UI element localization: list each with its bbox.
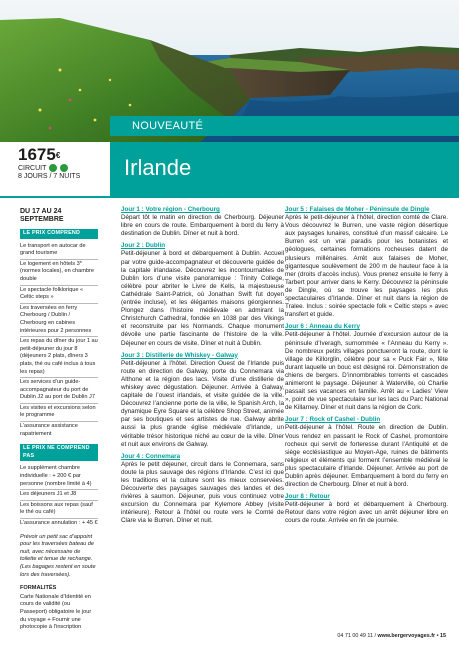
list-item: Les boissons aux repas (sauf le thé ou café) — [20, 501, 98, 519]
trip-dates: DU 17 AU 24 SEPTEMBRE — [20, 208, 64, 223]
list-item: Les déjeuners J1 et J8 — [20, 490, 98, 501]
day-section — [121, 206, 284, 238]
page-title: Irlande — [124, 155, 192, 180]
list-item: Les traversées en ferry Cherbourg / Dublin / Cherbourg en cabines intérieures pour 2 personnes — [20, 304, 98, 337]
day-text: Après le petit déjeuner, circuit dans le Connemara, sans doute la plus sauvage des régions d’Irlande. C’est ici que les traditions et la culture sont les mieux conservées. Découverte des paysages sauvages des landes et des rivières à saumon. Déjeuner, puis vous continuez votre excursion du Connemara par Kylemore Abbey (visite intérieure). Retour à l’hôtel ou route vers le Comté de Clare via le Burren. Dîner et nuit. — [121, 460, 284, 525]
difficulty-dot-icon — [49, 164, 57, 172]
price-currency: € — [55, 151, 61, 160]
formalities-heading: FORMALITÉS — [20, 585, 57, 592]
title-band — [110, 142, 459, 198]
day-text: Petit-déjeuner à bord et débarquement à Cherbourg. Retour dans votre région avec un arrêt déjeuner libre en cours de route. Arrivée en fin de journée. — [285, 501, 448, 525]
day-text: Après le petit-déjeuner à l’hôtel, direction comté de Clare. Vous découvrez le Burren, une vaste région désertique aux paysages lunaires, constitué d’un massif calcaire. Le Burren est un vrai paradis pour les botanistes et géologues, certaines formations rocheuses datent de plusieurs millénaires. Arrêt aux falaises de Moher, gigantesque soulèvement de 200 m de hauteur face à la mer (droits d’accès inclus). Vous prenez ensuite le ferry à Tarbert pour arriver dans le Kerry. Découvrez la péninsule de Dingle, où se trouve les paysages les plus spectaculaires d’Irlande. Dîner et nuit dans la région de Tralee. Inclus : soirée spectacle folk « Celtic steps » avec transfert et guide. — [285, 214, 448, 319]
list-item: Le transport en autocar de grand tourisme — [20, 242, 98, 260]
day-text: Petit-déjeuner à l’hôtel. Journée d’excursion autour de la péninsule d’Iveragh, surnommée « l’Anneau du Kerry ». De nombreux petits villages ponctueront la route, dont le village de Killorglin, célèbre pour sa « Puck Fair », fête durant laquelle un bouc est désigné roi. Démonstration de chiens de bergers. D’innombrables torrents et cascades animeront le paysage. Déjeuner à Waterville, où Charlie passait ses vacances en famille. Arrêt au « Ladies’ View », point de vue spectaculaire sur les lacs du Parc National de Killarney. Dîner et nuit dans la région de Cork. — [285, 331, 448, 412]
new-badge — [110, 116, 459, 136]
new-badge-label: NOUVEAUTÉ — [132, 120, 204, 132]
price — [18, 146, 108, 163]
day-title: Jour 1 : Votre région - Cherbourg — [121, 206, 220, 213]
excluded-list — [20, 464, 98, 528]
day-title: Jour 6 : Anneau du Kerry — [285, 323, 360, 331]
day-section — [121, 352, 284, 449]
day-text: Petit-déjeuner à l’hôtel. Route en direction de Dublin. Vous rendez en passant le Rock of Cashel, promontoire rocheux qui servit de forteresse durant l’Antiquité et de siège ecclésiastique au Moyen-Age, ruines de bâtiments religieux et éléments qui forment l’ensemble médiéval le plus spectaculaire d’Irlande. Déjeuner. Arrivée au port de Dublin après déjeuner. Embarquement à bord du ferry en direction de Cherbourg. Dîner et nuit à bord. — [285, 424, 448, 489]
list-item: L’assurance assistance rapatriement — [20, 423, 78, 437]
included-list — [20, 242, 98, 440]
day-text: Petit-déjeuner à l’hôtel. Direction Ouest de l’Irlande puis route en direction de Galway, porte du Connemara via Althone et la région des lacs. Visite d’une distillerie de whiskey avec dégustation. Déjeuner. Arrivée à Galway, capitale de l’ouest irlandais, et visite guidée de la ville. Découvrez l’ancienne porte de la ville, le Spanish Arch, la dynamique Eyre Square et la célèbre Shop Street, animée par ses boutiques et ses artistes de rue. Galway abrite aussi la plus grande église médiévale d’Irlande, un véritable trésor historique niché au cœur de la ville. Dîner et nuit aux environs de Galway. — [121, 359, 284, 448]
list-item: Le logement en hôtels 3* (normes locales), en chambre double — [20, 260, 98, 286]
included-heading: LE PRIX COMPREND — [20, 229, 98, 239]
list-item: Les services d’un guide-accompagnateur du port de Dublin J2 au port de Dublin J7 — [20, 378, 98, 404]
formalities-text: Carte Nationale d’Identité en cours de validité (ou Passeport) obligatoire le jour du voyage + Fournir une photocopie à l’inscription — [20, 593, 92, 631]
day-section — [285, 323, 448, 412]
footer-phone: 04 71 00 49 11 — [337, 633, 373, 639]
day-title: Jour 2 : Dublin — [121, 242, 166, 250]
trip-type: CIRCUIT — [18, 164, 47, 172]
list-item: Le spectacle folklorique « Celtic steps » — [20, 286, 98, 304]
trip-type-row — [18, 164, 108, 172]
price-block — [18, 146, 108, 180]
sidebar — [20, 208, 98, 632]
page-footer — [337, 633, 446, 639]
divider — [0, 196, 110, 198]
day-section — [121, 242, 284, 347]
day-section — [285, 416, 448, 489]
difficulty-dot-icon — [60, 164, 68, 172]
list-item: Les visites et excursions selon le programme — [20, 404, 98, 422]
list-item: Les repas du dîner du jour 1 au petit-déjeuner du jour 8 (déjeuners 2 plats, dîners 3 plats, thé ou café inclus à tous les repas) — [20, 337, 98, 378]
day-title: Jour 5 : Falaises de Moher - Péninsule de Dingle — [285, 206, 430, 213]
day-section — [285, 206, 448, 319]
footer-separator: / — [374, 633, 376, 639]
day-title: Jour 4 : Connemara — [121, 452, 181, 460]
day-title: Jour 3 : Distillerie de Whiskey - Galway — [121, 351, 238, 359]
luggage-note: Prévoir un petit sac d’appoint pour les traversées bateau de nuit, avec nécessaire de toilette et tenue de rechange. (Les bagages restent en soute lors des traversées). — [20, 533, 96, 578]
itinerary-column-2 — [285, 206, 448, 530]
day-title: Jour 7 : Rock of Cashel - Dublin — [285, 416, 381, 424]
day-text: Départ tôt le matin en direction de Cherbourg. Déjeuner libre en cours de route. Embarquement à bord du ferry à destination de Dublin. Dîner et nuit à bord. — [121, 214, 284, 238]
trip-duration: 8 JOURS / 7 NUITS — [18, 173, 81, 180]
itinerary-column-1 — [121, 206, 284, 530]
day-title: Jour 8 : Retour — [285, 493, 330, 501]
list-item: Le supplément chambre individuelle : + 200 € par personne (nombre limité à 4) — [20, 464, 98, 490]
price-amount: 1675 — [18, 145, 56, 164]
day-section — [121, 453, 284, 526]
list-item: L’assurance annulation : + 45 € — [20, 520, 98, 526]
footer-website-link[interactable]: www.bergervoyages.fr — [377, 633, 436, 639]
day-text: Petit-déjeuner à bord et débarquement à Dublin. Accueil par votre guide-accompagnateur et découverte guidée de la capitale irlandaise. Découvrez les incontournables de Dublin lors d’une visite panoramique : Trinity College, célèbre pour abriter le Livre de Kells, la majestueuse Cathédrale Saint-Patrick, où Jonathan Swift fut doyen (entrée incluse), et les élégantes maisons géorgiennes. Plongez dans l’histoire médiévale en admirant la Christchurch Cathedral, fondée en 1038 par des Vikings et reconstruite par les Normands. Chaque monument dévoile une partie fascinante de l’histoire de la ville. Déjeuner en cours de visite. Dîner et nuit à Dublin. — [121, 250, 284, 347]
excluded-heading: LE PRIX NE COMPREND PAS — [20, 444, 98, 461]
page-number: • 15 — [436, 633, 446, 639]
day-section — [285, 493, 448, 525]
